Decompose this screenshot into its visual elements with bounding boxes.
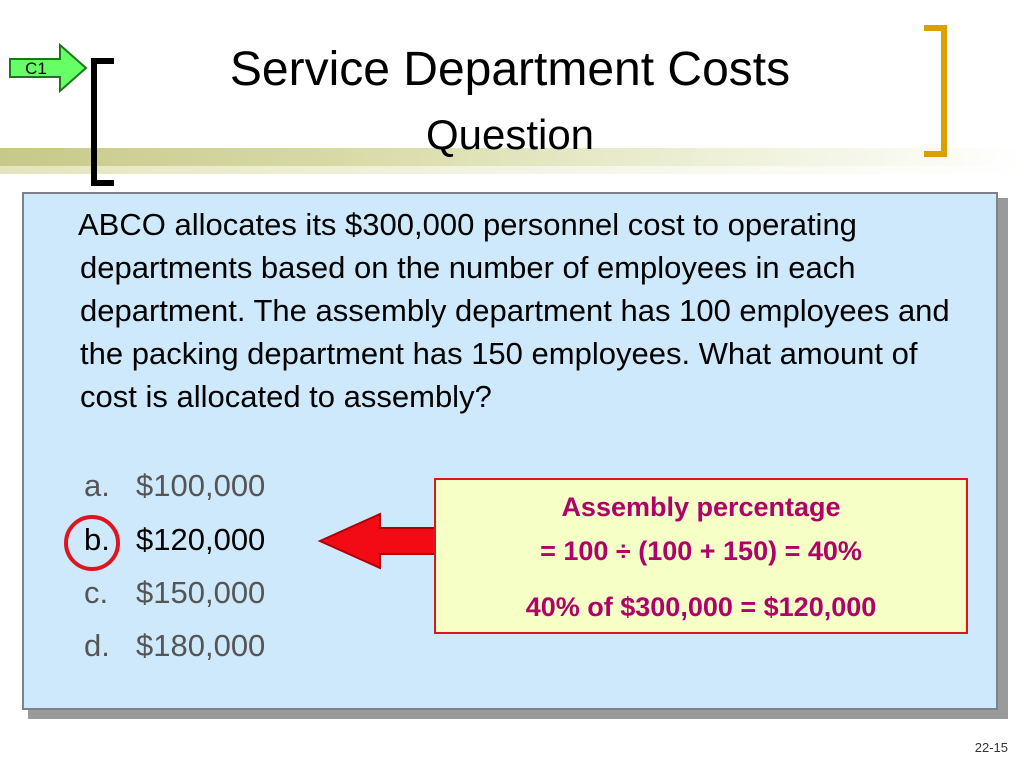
option-value: $180,000 — [136, 628, 266, 663]
page-title: Service Department Costs — [229, 43, 791, 96]
option-letter: d. — [84, 628, 110, 663]
title-decor-stripe-light — [0, 166, 1024, 174]
option-c — [84, 573, 265, 613]
option-letter: b. — [84, 522, 110, 557]
option-value: $120,000 — [136, 522, 266, 557]
section-tag: C1 — [25, 59, 47, 78]
answer-line-1: Assembly percentage — [561, 492, 841, 522]
option-value: $150,000 — [136, 575, 266, 610]
option-value: $100,000 — [136, 468, 266, 503]
answer-box — [434, 478, 968, 634]
answer-line-2: = 100 ÷ (100 + 150) = 40% — [540, 536, 862, 566]
page-subtitle: Question — [425, 111, 595, 158]
option-a — [84, 466, 265, 506]
question-text: ABCO allocates its $300,000 personnel cost to operating departments based on the number of employees in each department. The assembly department has 100 employees and the packing department has 150 employees. What amount of cost is allocated to assembly? — [78, 207, 950, 414]
option-letter: a. — [84, 468, 110, 503]
right-bracket-icon — [920, 24, 950, 158]
page-number: 22-15 — [974, 740, 1008, 755]
option-letter: c. — [84, 575, 109, 610]
option-d — [84, 626, 265, 666]
left-arrow-icon — [316, 510, 440, 572]
left-bracket-icon — [88, 58, 118, 186]
circle-highlight-icon — [64, 515, 120, 571]
answer-line-3: 40% of $300,000 = $120,000 — [525, 592, 877, 622]
